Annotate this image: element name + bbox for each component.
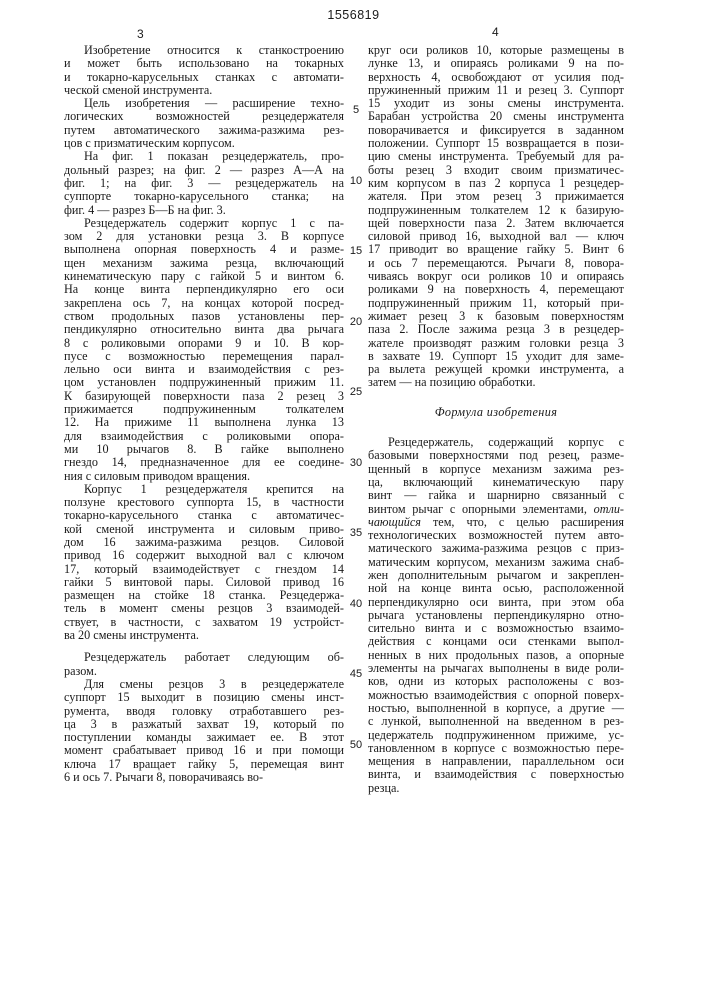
text-line: лунке 13, и опираясь роликами 9 на по- [368,57,624,70]
text-line: разом. [64,665,344,678]
text-line: щенный в корпусе механизм зажима рез- [368,463,624,476]
text-line: фиг. 4 — разрез Б—Б на фиг. 3. [64,204,344,217]
text-line: подпружиненный прижим 11, который при- [368,297,624,310]
text-line: ми 10 рычагов 8. В гайке выполнено [64,443,344,456]
text-line: румента, вводя головку отработавшего рез- [64,705,344,718]
text-line [368,516,624,529]
page-number-left: 3 [137,27,144,41]
text-line [368,503,624,516]
text-line: закреплена ось 7, на концах которой посред- [64,297,344,310]
text-line: сительно винта и с возможностью взаимо- [368,622,624,635]
text-line: 8 с роликовыми опорами 9 и 10. В кор- [64,337,344,350]
text-segment: винтом рычаг с опорными элементами, [368,502,594,516]
line-number: 40 [348,598,364,610]
line-number: 5 [348,104,364,116]
text-line: жимает резец 3 к базовым поверхностям [368,310,624,323]
text-line: положении. Суппорт 15 возвращается в пози- [368,137,624,150]
text-line: технологических возможностей путем авто- [368,529,624,542]
text-line: жателе производят разжим головки резца 3 [368,337,624,350]
text-line: подпружиненным толкателем 12 к базирую- [368,204,624,217]
text-line: токарно-карусельного станка с автоматичес- [64,509,344,522]
line-number: 35 [348,527,364,539]
text-line: верхность 4, освобождают от усилия под- [368,71,624,84]
text-line: круг оси роликов 10, которые размещены в [368,44,624,57]
text-line: щен механизм зажима резца, включающий [64,257,344,270]
text-line: роликами 9 на поверхность 4, перемещают [368,283,624,296]
text-line: паза 2. После зажима резца 3 в резцедер- [368,323,624,336]
paragraph [64,44,344,97]
text-line: ползуне крестового суппорта 15, в частности [64,496,344,509]
text-line: зом 2 для установки резца 3. В корпусе [64,230,344,243]
text-line: Изобретение относится к станкостроению [64,44,344,57]
text-line: 15 уходит из зоны смены инструмента. [368,97,624,110]
text-line: 12. На прижиме 11 выполнена лунка 13 [64,416,344,429]
text-line: ствует, в частности, с захватом 19 устройст- [64,616,344,629]
text-line: пендикулярно относительно винта два рычага [64,323,344,336]
line-number: 50 [348,739,364,751]
text-line: суппорте токарно-карусельного станка; на [64,190,344,203]
text-line: щей поверхности паза 2. Затем включается [368,217,624,230]
text-line: винт — гайка и шарнирно связанный с [368,489,624,502]
text-line: ключа 17 вращает гайку 5, перемещая винт [64,758,344,771]
text-line: Корпус 1 резцедержателя крепится на [64,483,344,496]
paragraph [64,678,344,784]
text-line: логических возможностей резцедержателя [64,110,344,123]
italic-text: чающийся [368,515,421,529]
text-line: ра вылета режущей кромки инструмента, а [368,363,624,376]
text-line: цию смены инструмента. Требуемый для ра- [368,150,624,163]
text-line: Резцедержатель работает следующим об- [64,651,344,664]
text-line: На конце винта перпендикулярно его оси [64,283,344,296]
text-line: кинематическую пару с гайкой 5 и винтом 6. [64,270,344,283]
text-line: с лункой, выполненной на введенном в рез- [368,715,624,728]
text-line: затем — на позицию обработки. [368,376,624,389]
text-line: силовой привод 16, выходной вал — ключ [368,230,624,243]
line-number: 25 [348,386,364,398]
line-number: 15 [348,245,364,257]
text-line: можностью взаимодействия с опорной поверх- [368,689,624,702]
paragraph [64,483,344,643]
text-line: кой сменой инструмента и силовым приво- [64,523,344,536]
page-number-right: 4 [492,25,499,39]
text-line: и ось 7 перемещаются. Рычаги 8, повора- [368,257,624,270]
text-line: ния с силовым приводом вращения. [64,470,344,483]
text-line: поступлении команды зажимает ее. В этот [64,731,344,744]
text-line: действия с концами оси стенками выпол- [368,635,624,648]
text-line: цедержатель подпружиненном прижиме, ус- [368,729,624,742]
italic-text: отли- [594,502,624,516]
text-line: момент срабатывает привод 16 и при помощи [64,744,344,757]
line-number: 20 [348,316,364,328]
left-column [64,44,344,784]
text-line: ческой сменой инструмента. [64,84,344,97]
text-line: 17 приводит во вращение гайку 5. Винт 6 [368,243,624,256]
text-line: для взаимодействия с роликовыми опора- [64,430,344,443]
text-line: ким корпусом в паз 2 корпуса 1 резцедер- [368,177,624,190]
text-line: К базирующей поверхности паза 2 резец 3 [64,390,344,403]
text-line: и токарно-карусельных станках с автомати- [64,71,344,84]
text-line: тановленном в корпусе с возможностью пере- [368,742,624,755]
text-line: Резцедержатель, содержащий корпус с [368,436,624,449]
text-line: фиг. 1; на фиг. 3 — резцедержатель на [64,177,344,190]
text-line: рычага установлены перпендикулярно отно- [368,609,624,622]
text-line: мещения в направлении, параллельном оси [368,755,624,768]
text-line: 6 и ось 7. Рычаги 8, поворачиваясь во- [64,771,344,784]
text-line: в захвате 19. Суппорт 15 уходит для заме- [368,350,624,363]
text-line: выполнена опорная поверхность 4 и разме- [64,243,344,256]
text-line: ков, одни из которых расположены с воз- [368,675,624,688]
text-line: ностью, выполненной в корпусе, а другие — [368,702,624,715]
text-segment: тем, что, с целью расширения [421,515,624,529]
line-number: 10 [348,175,364,187]
text-line: резца. [368,782,624,795]
text-line: чиваясь вокруг оси роликов 10 и опираясь [368,270,624,283]
text-line: дом 16 зажима-разжима резцов. Силовой [64,536,344,549]
text-line: На фиг. 1 показан резцедержатель, про- [64,150,344,163]
text-line: элементы на рычагах выполнены в виде роли- [368,662,624,675]
text-line: цом установлен подпружиненный прижим 11. [64,376,344,389]
text-line: гайки 5 винтовой пары. Силовой привод 16 [64,576,344,589]
text-line: пружиненный прижим 11 и резец 3. Суппорт [368,84,624,97]
paragraph [64,217,344,483]
text-line: цов с призматическим корпусом. [64,137,344,150]
text-line: ненных в них продольных пазов, а опорные [368,649,624,662]
text-line: привод 16 содержит выходной вал с ключом [64,549,344,562]
text-line: матического зажима-разжима резцов с приз- [368,542,624,555]
text-line: винта, и взаимодействия с поверхностью [368,768,624,781]
text-line: поворачивается и фиксируется в заданном [368,124,624,137]
text-line: Барабан устройства 20 смены инструмента [368,110,624,123]
text-line: лельно оси винта и взаимодействия с рез- [64,363,344,376]
text-line: жателя. При этом резец 3 прижимается [368,190,624,203]
paragraph [64,97,344,150]
line-number: 30 [348,457,364,469]
text-line: размещен на стойке 18 станка. Резцедержа- [64,589,344,602]
text-line: и может быть использовано на токарных [64,57,344,70]
text-line: перпендикулярно оси винта, при этом оба [368,596,624,609]
text-line: Цель изобретения — расширение техно- [64,97,344,110]
text-line: ством продольных пазов установлены пер- [64,310,344,323]
text-line: Для смены резцов 3 в резцедержателе [64,678,344,691]
text-line: тель в момент смены резцов 3 взаимодей- [64,602,344,615]
text-line: ца, включающий кинематическую пару [368,476,624,489]
paragraph [368,44,624,390]
patent-number: 1556819 [0,8,707,22]
paragraph [64,651,344,678]
text-line: путем автоматического зажима-разжима рез- [64,124,344,137]
text-line: дольный разрез; на фиг. 2 — разрез А—А на [64,164,344,177]
text-line: боты резец 3 входит своим призматичес- [368,164,624,177]
text-line: ва 20 смены инструмента. [64,629,344,642]
right-column [368,44,624,795]
text-line: 17, который взаимодействует с гнездом 14 [64,563,344,576]
text-line: базовыми поверхностями под резец, разме- [368,449,624,462]
text-line: матическим корпусом, механизм зажима снаб- [368,556,624,569]
text-line: ной на конце винта осью, расположенной [368,582,624,595]
line-number: 45 [348,668,364,680]
formula-title: Формула изобретения [368,406,624,419]
text-line: гнездо 14, предназначенное для ее соедине- [64,456,344,469]
text-line: суппорт 15 выходит в позицию смены инст- [64,691,344,704]
claim-paragraph [368,436,624,795]
text-line: прижимается подпружиненным толкателем [64,403,344,416]
text-line: ца 3 в разжатый захват 19, который по [64,718,344,731]
text-line: пусе с возможностью перемещения парал- [64,350,344,363]
text-line: жен дополнительным рычагом и закреплен- [368,569,624,582]
text-line: Резцедержатель содержит корпус 1 с па- [64,217,344,230]
paragraph [64,150,344,216]
